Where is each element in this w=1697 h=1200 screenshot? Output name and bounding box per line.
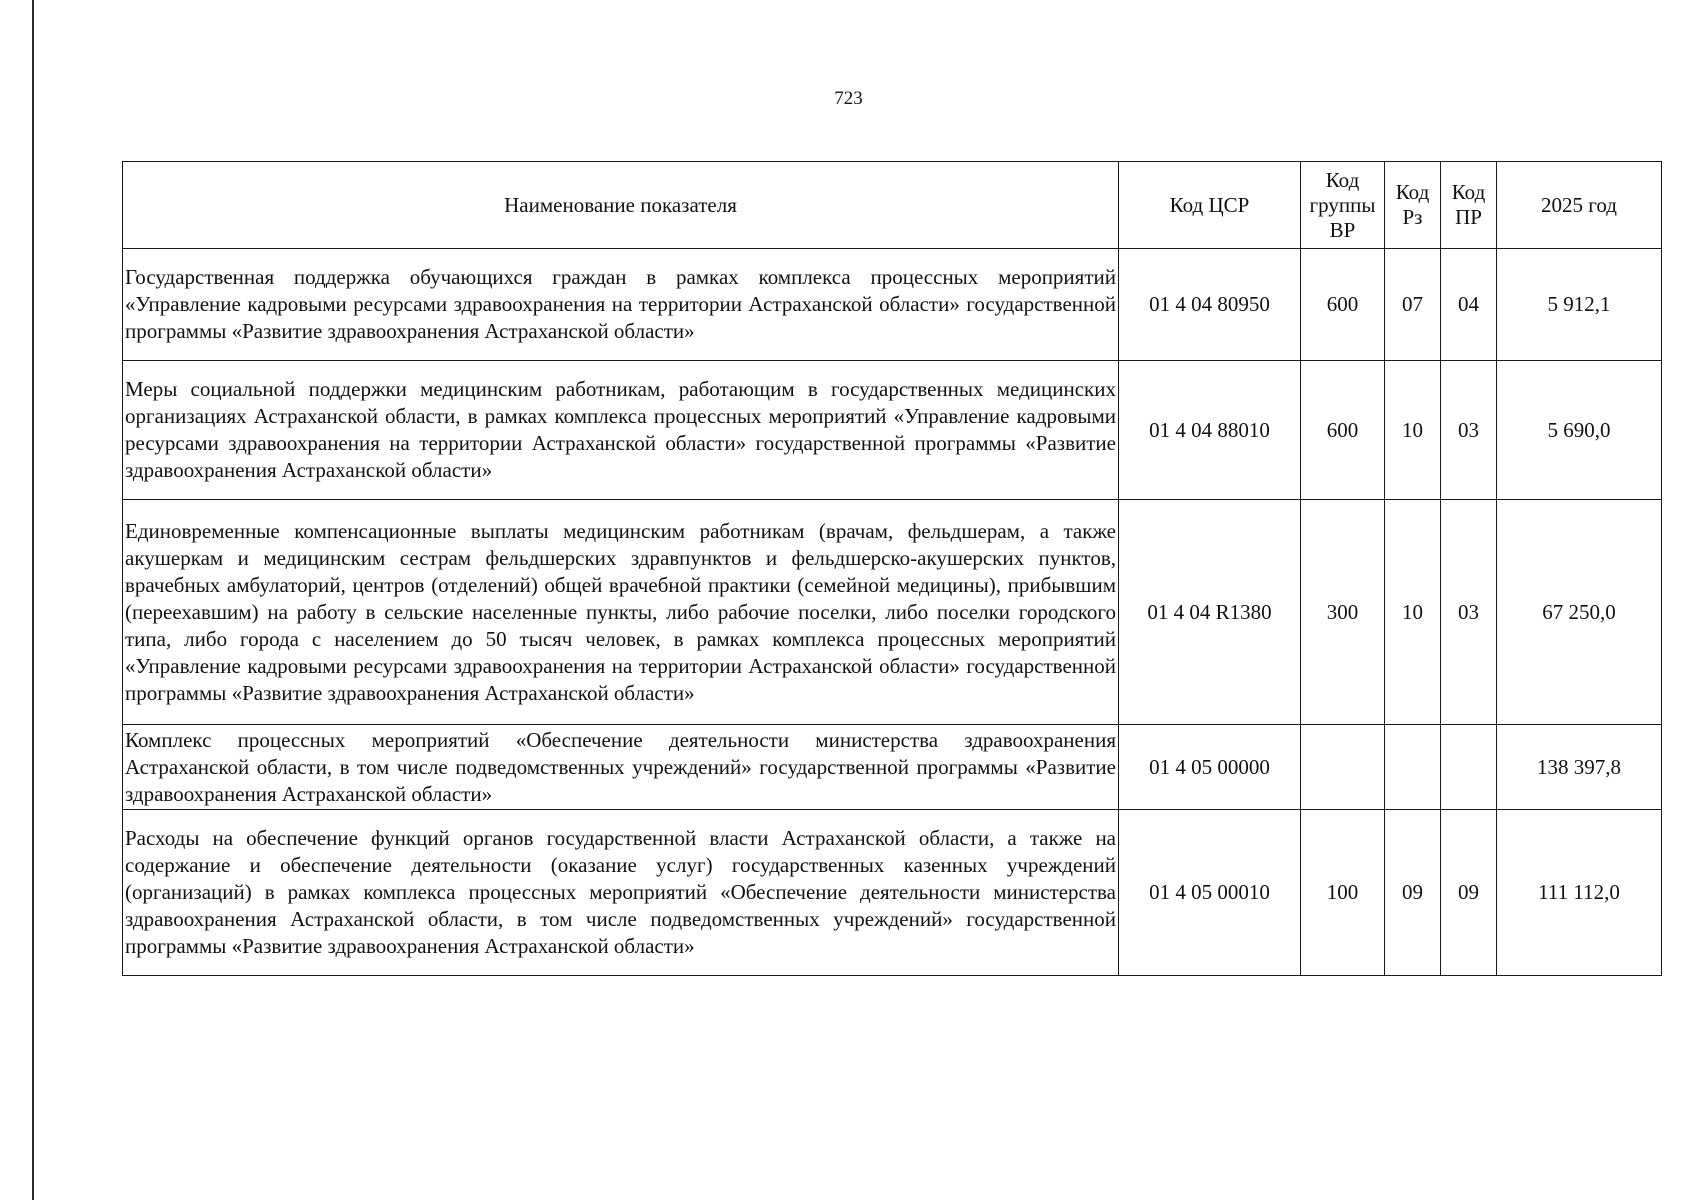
table-row bbox=[123, 810, 1662, 976]
row-year: 138 397,8 bbox=[1497, 725, 1662, 810]
row-vr bbox=[1301, 725, 1385, 810]
row-rz: 07 bbox=[1385, 249, 1441, 361]
row-pr bbox=[1441, 725, 1497, 810]
row-rz: 10 bbox=[1385, 361, 1441, 500]
table-row bbox=[123, 500, 1662, 725]
table-row bbox=[123, 249, 1662, 361]
row-name: Расходы на обеспечение функций органов государственной власти Астраханской области, а также на содержание и обеспечение деятельности (оказание услуг) государственных казенных учреждений (организаций) в рамках комплекса процессных мероприятий «Обеспечение деятельности министерства здравоохранения Астраханской области, в том числе подведомственных учреждений» государственной программы «Развитие здравоохранения Астраханской области» bbox=[123, 810, 1119, 976]
header-pr: Код ПР bbox=[1441, 162, 1497, 249]
header-vr: Код группы ВР bbox=[1301, 162, 1385, 249]
header-name: Наименование показателя bbox=[123, 162, 1119, 249]
row-rz: 09 bbox=[1385, 810, 1441, 976]
row-name: Государственная поддержка обучающихся граждан в рамках комплекса процессных мероприятий «Управление кадровыми ресурсами здравоохранения на территории Астраханской области» государственной программы «Развитие здравоохранения Астраханской области» bbox=[123, 249, 1119, 361]
row-pr: 03 bbox=[1441, 361, 1497, 500]
row-csr: 01 4 05 00000 bbox=[1119, 725, 1301, 810]
row-vr: 600 bbox=[1301, 249, 1385, 361]
row-name: Единовременные компенсационные выплаты медицинским работникам (врачам, фельдшерам, а также акушеркам и медицинским сестрам фельдшерских здравпунктов и фельдшерско-акушерских пунктов, врачебных амбулаторий, центров (отделений) общей врачебной практики (семейной медицины), прибывшим (переехавшим) на работу в сельские населенные пункты, либо рабочие поселки, либо поселки городского типа, либо города с населением до 50 тысяч человек, в рамках комплекса процессных мероприятий «Управление кадровыми ресурсами здравоохранения на территории Астраханской области» государственной программы «Развитие здравоохранения Астраханской области» bbox=[123, 500, 1119, 725]
row-vr: 100 bbox=[1301, 810, 1385, 976]
row-name: Меры социальной поддержки медицинским работникам, работающим в государственных медицинских организациях Астраханской области, в рамках комплекса процессных мероприятий «Управление кадровыми ресурсами здравоохранения на территории Астраханской области» государственной программы «Развитие здравоохранения Астраханской области» bbox=[123, 361, 1119, 500]
row-name: Комплекс процессных мероприятий «Обеспечение деятельности министерства здравоохранения Астраханской области, в том числе подведомственных учреждений» государственной программы «Развитие здравоохранения Астраханской области» bbox=[123, 725, 1119, 810]
row-pr: 04 bbox=[1441, 249, 1497, 361]
row-pr: 03 bbox=[1441, 500, 1497, 725]
budget-table bbox=[122, 161, 1662, 976]
row-year: 5 912,1 bbox=[1497, 249, 1662, 361]
table-row bbox=[123, 725, 1662, 810]
row-csr: 01 4 04 88010 bbox=[1119, 361, 1301, 500]
row-csr: 01 4 04 80950 bbox=[1119, 249, 1301, 361]
page-number: 723 bbox=[834, 88, 863, 109]
row-csr: 01 4 05 00010 bbox=[1119, 810, 1301, 976]
header-year: 2025 год bbox=[1497, 162, 1662, 249]
row-rz bbox=[1385, 725, 1441, 810]
header-rz: Код Рз bbox=[1385, 162, 1441, 249]
row-year: 111 112,0 bbox=[1497, 810, 1662, 976]
row-year: 67 250,0 bbox=[1497, 500, 1662, 725]
row-rz: 10 bbox=[1385, 500, 1441, 725]
table-header-row bbox=[123, 162, 1662, 249]
row-vr: 600 bbox=[1301, 361, 1385, 500]
row-csr: 01 4 04 R1380 bbox=[1119, 500, 1301, 725]
row-pr: 09 bbox=[1441, 810, 1497, 976]
left-margin-rule bbox=[32, 0, 34, 1200]
row-year: 5 690,0 bbox=[1497, 361, 1662, 500]
header-csr: Код ЦСР bbox=[1119, 162, 1301, 249]
table-row bbox=[123, 361, 1662, 500]
row-vr: 300 bbox=[1301, 500, 1385, 725]
